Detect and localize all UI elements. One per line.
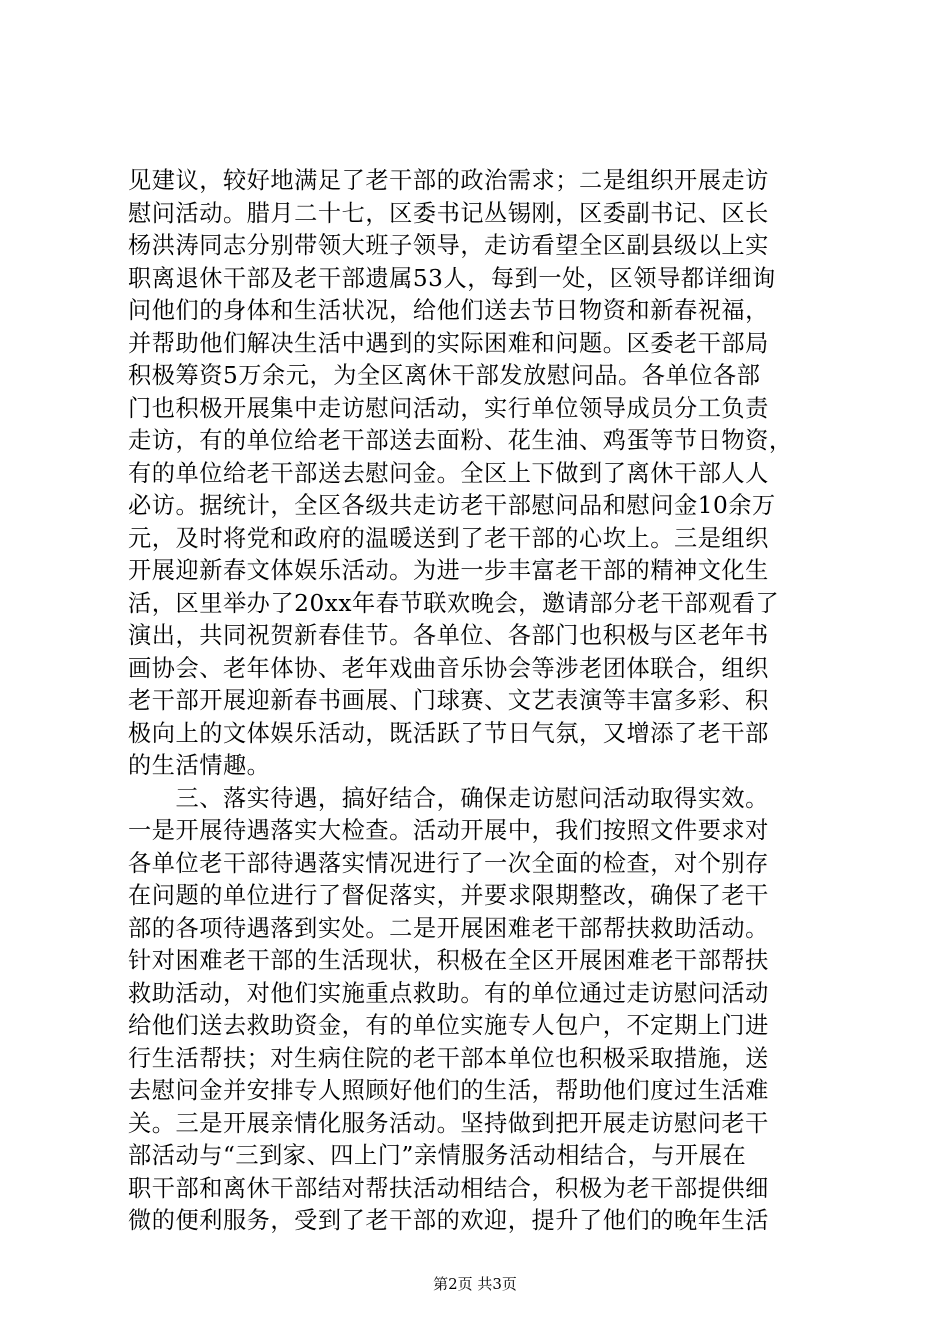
text-line: 部的各项待遇落到实处。二是开展困难老干部帮扶救助活动。 — [128, 914, 769, 942]
text-line: 演出，共同祝贺新春佳节。各单位、各部门也积极与区老年书 — [128, 622, 769, 649]
text-line: 部活动与“三到家、四上门”亲情服务活动相结合，与开展在 — [128, 1142, 747, 1169]
text-line: 三、落实待遇，搞好结合，确保走访慰问活动取得实效。 — [128, 784, 769, 812]
text-line: 活，区里举办了20xx年春节联欢晚会，邀请部分老干部观看了 — [128, 589, 780, 617]
text-line: 极向上的文体娱乐活动，既活跃了节日气氛，又增添了老干部 — [128, 719, 769, 747]
text-line: 画协会、老年体协、老年戏曲音乐协会等涉老团体联合，组织 — [128, 654, 769, 682]
text-line: 在问题的单位进行了督促落实，并要求限期整改，确保了老干 — [128, 882, 769, 909]
body-text — [128, 165, 836, 1238]
text-line: 必访。据统计，全区各级共走访老干部慰问品和慰问金10余万 — [128, 492, 776, 519]
text-line: 职干部和离休干部结对帮扶活动相结合，积极为老干部提供细 — [128, 1174, 769, 1202]
text-line: 门也积极开展集中走访慰问活动，实行单位领导成员分工负责 — [128, 394, 769, 422]
text-line: 救助活动，对他们实施重点救助。有的单位通过走访慰问活动 — [128, 979, 769, 1007]
text-line: 杨洪涛同志分别带领大班子领导，走访看望全区副县级以上实 — [128, 232, 769, 259]
text-line: 慰问活动。腊月二十七，区委书记丛锡刚，区委副书记、区长 — [128, 199, 769, 227]
text-line: 针对困难老干部的生活现状，积极在全区开展困难老干部帮扶 — [128, 947, 769, 974]
text-line: 各单位老干部待遇落实情况进行了一次全面的检查，对个别存 — [128, 849, 769, 877]
text-line: 行生活帮扶；对生病住院的老干部本单位也积极采取措施，送 — [128, 1044, 769, 1072]
text-line: 微的便利服务，受到了老干部的欢迎，提升了他们的晚年生活 — [128, 1207, 769, 1234]
text-line: 去慰问金并安排专人照顾好他们的生活，帮助他们度过生活难 — [128, 1077, 769, 1104]
text-line: 一是开展待遇落实大检查。活动开展中，我们按照文件要求对 — [128, 817, 769, 844]
text-line: 走访，有的单位给老干部送去面粉、花生油、鸡蛋等节日物资， — [128, 427, 793, 454]
text-line: 并帮助他们解决生活中遇到的实际困难和问题。区委老干部局 — [128, 329, 769, 357]
text-line: 见建议，较好地满足了老干部的政治需求；二是组织开展走访 — [128, 167, 769, 194]
text-line: 问他们的身体和生活状况，给他们送去节日物资和新春祝福， — [128, 297, 769, 324]
text-line: 元，及时将党和政府的温暖送到了老干部的心坎上。三是组织 — [128, 524, 769, 552]
text-line: 的生活情趣。 — [128, 752, 271, 779]
page-footer — [0, 1274, 950, 1294]
text-line: 给他们送去救助资金，有的单位实施专人包户，不定期上门进 — [128, 1012, 769, 1039]
text-line: 有的单位给老干部送去慰问金。全区上下做到了离休干部人人 — [128, 459, 769, 487]
text-line: 积极筹资5万余元，为全区离休干部发放慰问品。各单位各部 — [128, 362, 761, 389]
text-line: 职离退休干部及老干部遗属53人，每到一处，区领导都详细询 — [128, 264, 776, 292]
text-line: 关。三是开展亲情化服务活动。坚持做到把开展走访慰问老干 — [128, 1109, 769, 1137]
text-line: 老干部开展迎新春书画展、门球赛、文艺表演等丰富多彩、积 — [128, 687, 769, 714]
page-number-label: 第2页 共3页 — [433, 1275, 517, 1293]
text-line: 开展迎新春文体娱乐活动。为进一步丰富老干部的精神文化生 — [128, 557, 769, 584]
